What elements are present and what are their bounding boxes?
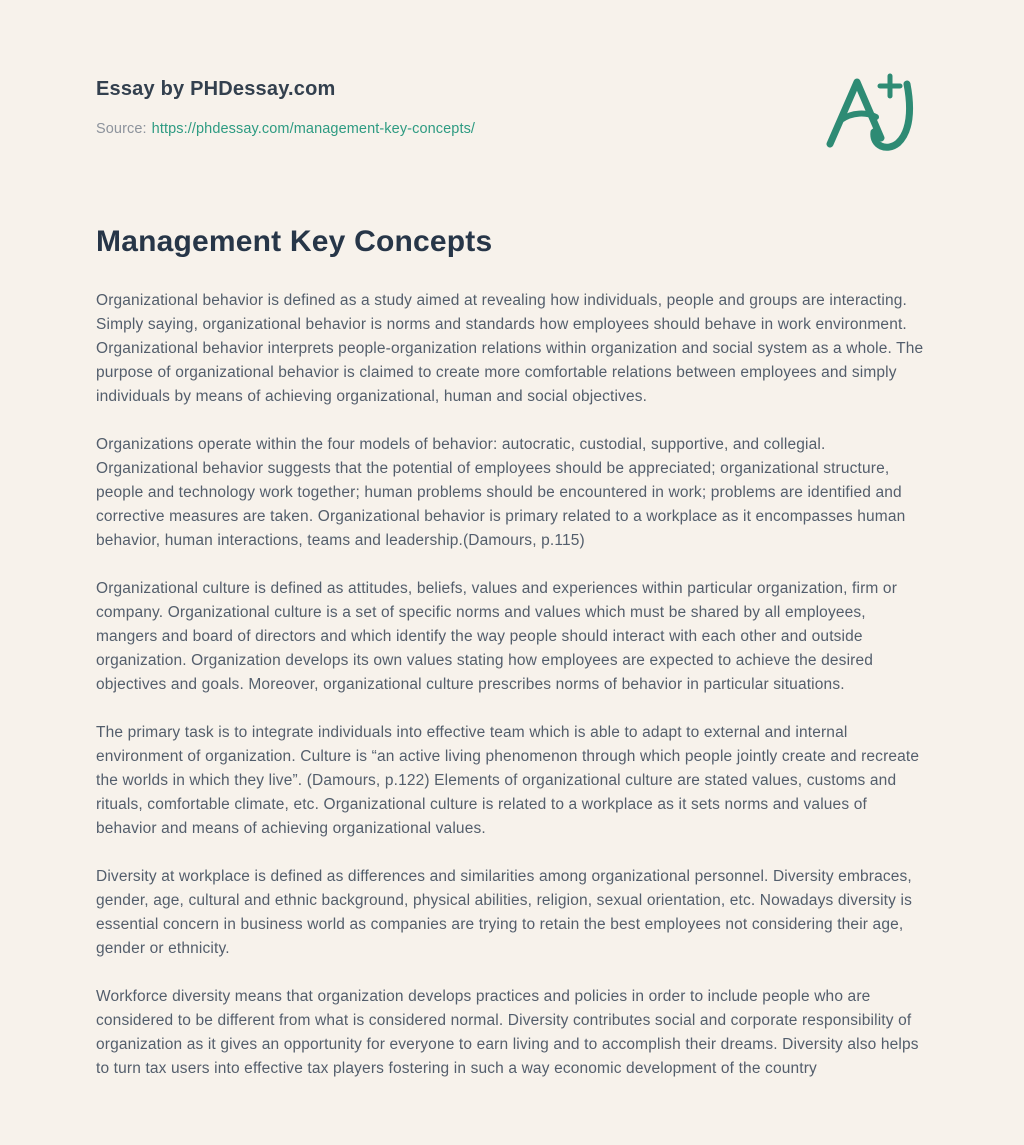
source-line [96,121,924,137]
essay-header [96,78,924,137]
essay-paragraph-4: The primary task is to integrate individuals into effective team which is able to adapt to external and internal environment of organization. Culture is “an active living phenomenon through which people jointly create and recreate the worlds in which they live”. (Damours, p.122) Elements of organizational culture are stated values, customs and rituals, comfortable climate, etc. Organizational culture is related to a workplace as it sets norms and values of behavior and means of achieving organizational values. [96,724,920,837]
page-title: Management Key Concepts [96,225,493,258]
essay-paragraph-3: Organizational culture is defined as attitudes, beliefs, values and experiences within particular organization, firm or company. Organizational culture is a set of specific norms and values which must be shared by all employees, mangers and board of directors and which identify the way people should interact with each other and outside organization. Organization develops its own values stating how employees are expected to achieve the desired objectives and goals. Moreover, organizational culture prescribes norms of behavior in particular situations. [96,580,898,693]
essay-paragraph-1: Organizational behavior is defined as a study aimed at revealing how individuals, people and groups are interacting. Simply saying, organizational behavior is norms and standards how employees should behave in work environment. Organizational behavior interprets people-organization relations within organization and social system as a whole. The purpose of organizational behavior is claimed to create more comfortable relations between employees and simply individuals by means of achieving organizational, human and social objectives. [96,292,924,405]
essay-paragraph-6: Workforce diversity means that organization develops practices and policies in order to include people who are considered to be different from what is considered normal. Diversity contributes social and corporate responsibility of organization as it gives an opportunity for everyone to earn living and to accomplish their dreams. Diversity also helps to turn tax users into effective tax players fostering in such a way economic development of the country [96,988,919,1077]
essay-byline: Essay by PHDessay.com [96,78,336,100]
phdessay-logo-icon [822,68,934,160]
essay-paragraph-5: Diversity at workplace is defined as differences and similarities among organizational personnel. Diversity embraces, gender, age, cultural and ethnic background, physical abilities, religion, sexual orientation, etc. Nowadays diversity is essential concern in business world as companies are trying to retain the best employees not considering their age, gender or ethnicity. [96,868,912,957]
source-label: Source: [96,121,147,137]
essay-body [96,289,924,1081]
source-link[interactable]: https://phdessay.com/management-key-concepts/ [151,121,476,137]
essay-paragraph-2: Organizations operate within the four models of behavior: autocratic, custodial, supportive, and collegial. Organizational behavior suggests that the potential of employees should be appreciated; organizational structure, people and technology work together; human problems should be encountered in work; problems are identified and corrective measures are taken. Organizational behavior is primary related to a workplace as it encompasses human behavior, human interactions, teams and leadership.(Damours, p.115) [96,436,906,549]
